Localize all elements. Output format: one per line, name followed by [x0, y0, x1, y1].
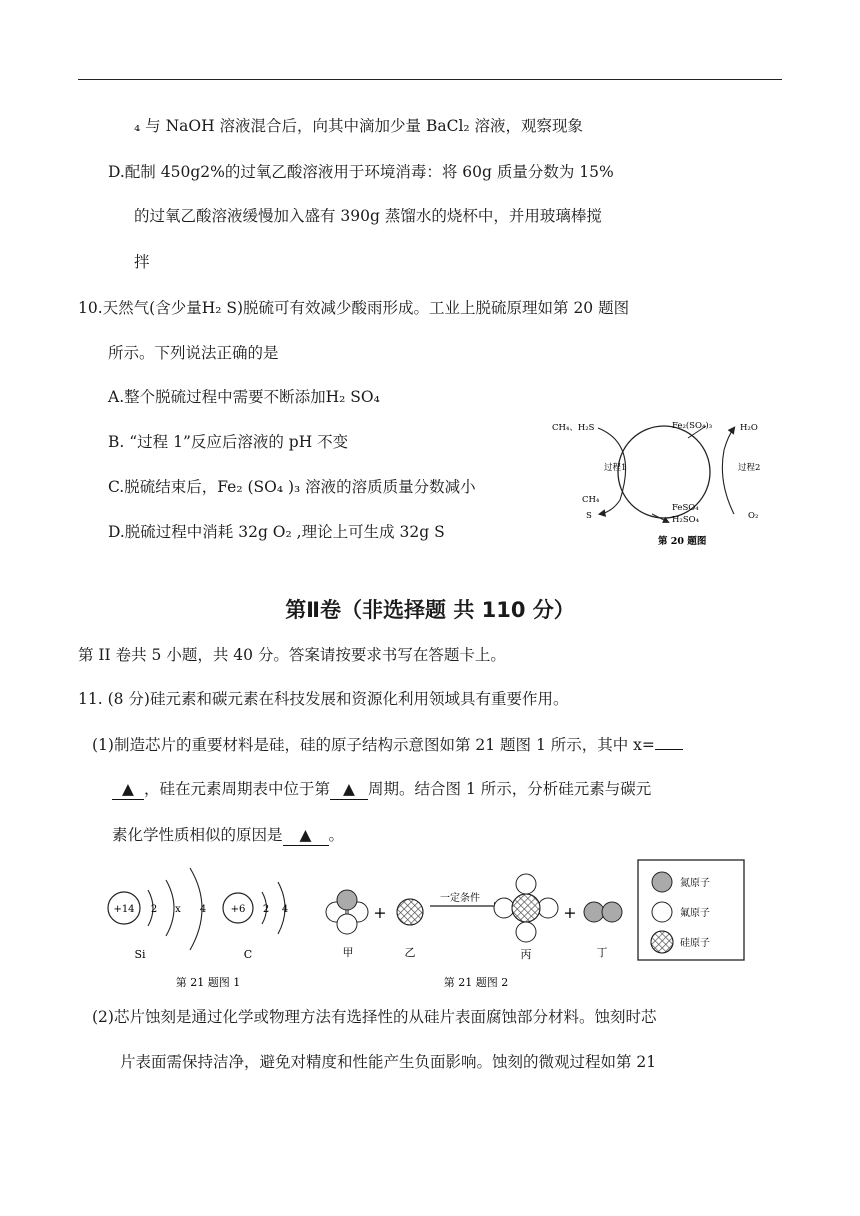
- legend-fluorine: 氟原子: [680, 908, 710, 919]
- question-11-stem: 11. (8 分)硅元素和碳元素在科技发展和资源化利用领域具有重要作用。: [78, 690, 569, 708]
- legend-nitrogen: 氮原子: [680, 878, 710, 889]
- label-jia: 甲: [342, 946, 354, 959]
- q11-part2-line2: 片表面需保持洁净，避免对精度和性能产生负面影响。蚀刻的微观过程如第 21: [120, 1053, 657, 1071]
- molecule-ding: [584, 902, 622, 922]
- option-d: D.脱硫过程中消耗 32g O₂ ,理论上可生成 32g S: [108, 523, 445, 541]
- answer-blank-x[interactable]: ▲: [112, 779, 144, 800]
- answer-blank-period[interactable]: ▲: [330, 779, 368, 800]
- c-shell-2-count: 4: [281, 904, 289, 915]
- si-shell-3-count: 4: [199, 904, 207, 915]
- fig20-feso4: FeSO₄: [672, 503, 699, 513]
- answer-blank-x-start[interactable]: [655, 749, 683, 750]
- si-shell-1-count: 2: [150, 904, 158, 915]
- q11-part1-text-d: 素化学性质相似的原因是: [112, 826, 283, 844]
- q11-part1-text-b: ，硅在元素周期表中位于第: [144, 780, 331, 798]
- c-label: C: [243, 948, 253, 961]
- q11-part1-text-a: (1)制造芯片的重要材料是硅，硅的原子结构示意图如第 21 题图 1 所示，其中 x=: [92, 736, 655, 754]
- fig21-caption-2: 第 21 题图 2: [443, 976, 509, 989]
- si-shell-2-count: x: [175, 904, 181, 915]
- section-intro: 第 II 卷共 5 小题，共 40 分。答案请按要求书写在答题卡上。: [78, 646, 506, 664]
- figure-21: [96, 856, 760, 994]
- fig20-process2: 过程2: [738, 463, 761, 473]
- top-rule: [78, 79, 782, 80]
- q11-part1-line2: [112, 779, 651, 800]
- fig20-left-bottom-1: CH₄: [582, 495, 600, 505]
- q11-part2-line1: (2)芯片蚀刻是通过化学或物理方法有选择性的从硅片表面腐蚀部分材料。蚀刻时芯: [92, 1008, 657, 1026]
- c-shell-1-count: 2: [262, 904, 270, 915]
- q11-part1-line1: [92, 735, 683, 755]
- question-10-stem: 10.天然气(含少量H₂ S)脱硫可有效减少酸雨形成。工业上脱硫原理如第 20 题图: [78, 299, 630, 317]
- section-title: 第Ⅱ卷（非选择题 共 110 分）: [285, 598, 575, 622]
- figure-20-desulfurization-cycle: [548, 410, 778, 550]
- answer-blank-reason[interactable]: ▲: [283, 825, 329, 846]
- option-c: C.脱硫结束后，Fe₂ (SO₄ )₃ 溶液的溶质质量分数减小: [108, 478, 476, 496]
- label-ding: 丁: [596, 946, 608, 959]
- fig20-top-right: Fe₂(SO₄)₃: [672, 421, 713, 431]
- legend-silicon: 硅原子: [680, 938, 710, 949]
- si-label: Si: [134, 948, 146, 961]
- c-nucleus-charge: +6: [230, 904, 246, 915]
- fig20-h2so4: H₂SO₄: [672, 515, 700, 525]
- fig20-caption: 第 20 题图: [658, 536, 707, 547]
- q11-part1-text-c: 周期。结合图 1 所示，分析硅元素与碳元: [368, 780, 652, 798]
- si-nucleus-charge: +14: [113, 904, 135, 915]
- si-shell-2: [166, 880, 174, 936]
- text-line-1: ₄ 与 NaOH 溶液混合后，向其中滴加少量 BaCl₂ 溶液，观察现象: [134, 117, 584, 135]
- plus-1: +: [373, 903, 387, 922]
- option-a: A.整个脱硫过程中需要不断添加H₂ SO₄: [108, 388, 380, 406]
- fig20-left-bottom-2: S: [586, 511, 592, 521]
- q11-part1-text-e: 。: [328, 826, 345, 844]
- fig20-h2o: H₂O: [740, 423, 758, 433]
- legend-fluorine-swatch: [652, 902, 672, 922]
- fig20-o2: O₂: [748, 511, 759, 521]
- option-b: B. “过程 1”反应后溶液的 pH 不变: [108, 433, 349, 451]
- process2-arrow: [722, 428, 734, 514]
- option-d-line-1: D.配制 450g2%的过氧乙酸溶液用于环境消毒：将 60g 质量分数为 15%: [108, 163, 614, 181]
- option-d-line-2: 的过氧乙酸溶液缓慢加入盛有 390g 蒸馏水的烧杯中，并用玻璃棒搅: [134, 207, 602, 225]
- molecule-jia: [326, 890, 368, 934]
- option-d-line-3: 拌: [134, 253, 150, 271]
- plus-2: +: [563, 903, 577, 922]
- legend-nitrogen-swatch: [652, 872, 672, 892]
- molecule-bing: [494, 874, 558, 942]
- label-bing: 丙: [520, 948, 532, 961]
- fig20-process1: 过程1: [604, 463, 627, 473]
- fig20-left-top: CH₄、H₂S: [552, 423, 595, 433]
- label-yi: 乙: [404, 946, 416, 959]
- fig21-caption-1: 第 21 题图 1: [175, 976, 241, 989]
- reaction-condition: 一定条件: [440, 893, 480, 904]
- q11-part1-line3: [112, 825, 344, 846]
- question-10-stem-cont: 所示。下列说法正确的是: [108, 344, 279, 362]
